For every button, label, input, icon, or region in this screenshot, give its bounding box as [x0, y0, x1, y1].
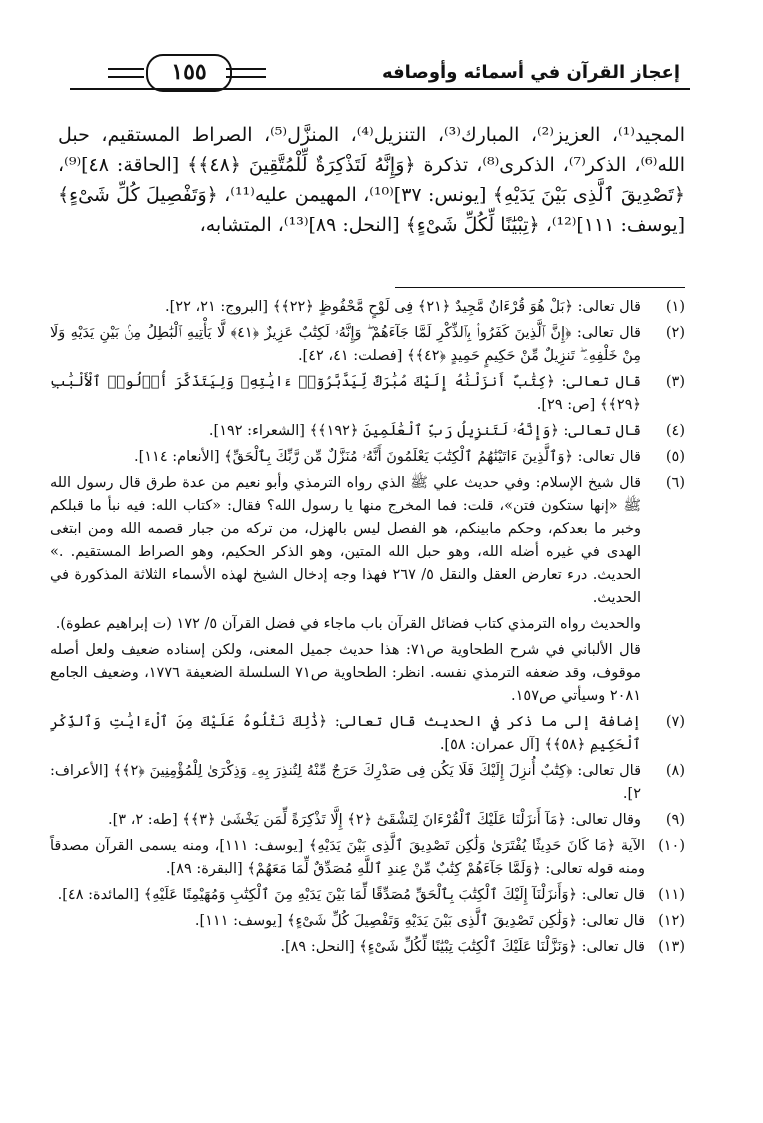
page-number-ornament [108, 50, 258, 90]
footnote [50, 371, 685, 417]
footnote [50, 446, 685, 469]
header-rule [70, 88, 690, 90]
main-text [58, 120, 685, 240]
footnote-number: (١١) [658, 887, 685, 903]
footnote-number: (١) [665, 299, 685, 315]
footnote-continuation: قال الألباني في شرح الطحاوية ص٧١: هذا حديث جميل المعنى، ولكن إسناده ضعيف ولعل أصله موقوف، وقد ضعفه الترمذي نفسه. انظر: الطحاوية ص٧١ السلسلة الضعيفة ١٧٧٦، وضعيف الجامع ٢٠٨١ وسيأتي ص١٥٧. [50, 642, 641, 704]
footnotes [50, 296, 685, 962]
footnote [50, 835, 685, 881]
page-number: ١٥٥ [146, 54, 232, 92]
footnote-text: قال تعالى: ﴿وَلَٰكِن تَصْدِيقَ ٱلَّذِى بَيْنَ يَدَيْهِ وَتَفْصِيلَ كُلِّ شَىْءٍ﴾ [يوسف: ١١١]. [194, 913, 645, 929]
page-header [70, 48, 680, 108]
footnote [50, 420, 685, 443]
footnote-text: إضافة إلى ما ذكر في الحديث قال تعالى: ﴿ذَٰلِكَ نَتْلُوهُ عَلَيْكَ مِنَ ٱلْءَايَٰتِ وَٱلذِّكْرِ ٱلْحَكِيمِ ﴿٥٨﴾﴾ [آل عمران: ٥٨]. [50, 714, 641, 753]
footnote [50, 809, 685, 832]
footnote [50, 910, 685, 933]
footnote-continuation: والحديث رواه الترمذي كتاب فضائل القرآن باب ماجاء في فضل القرآن ٥/ ١٧٢ (ت إبراهيم عطوة). [55, 616, 641, 632]
footnote-number: (٩) [665, 812, 685, 828]
footnote-number: (١٣) [658, 939, 685, 955]
footnote-number: (٧) [665, 714, 685, 730]
footnote-number: (٥) [665, 449, 685, 465]
footnote-number: (٦) [665, 475, 685, 491]
footnote-text: الآية ﴿مَا كَانَ حَدِيثًا يُفْتَرَىٰ وَلَٰكِن تَصْدِيقَ ٱلَّذِى بَيْنَ يَدَيْهِ﴾ [يوسف: ١١١]، ومنه يسمى القرآن مصدقاً ومنه قوله تعالى: ﴿وَلَمَّا جَآءَهُمْ كِتَٰبٌ مِّنْ عِندِ ٱللَّهِ مُصَدِّقٌ لِّمَا مَعَهُمْ﴾ [البقرة: ٨٩]. [50, 838, 645, 877]
footnote [50, 296, 685, 319]
footnote-text: قال تعالى: ﴿إِنَّ ٱلَّذِينَ كَفَرُوا۟ بِٱلذِّكْرِ لَمَّا جَآءَهُمْ ۖ وَإِنَّهُۥ لَكِتَٰبٌ عَزِيزٌ ﴿٤١﴾ لَّا يَأْتِيهِ ٱلْبَٰطِلُ مِنۢ بَيْنِ يَدَيْهِ وَلَا مِنْ خَلْفِهِۦ ۖ تَنزِيلٌ مِّنْ حَكِيمٍ حَمِيدٍ ﴿٤٢﴾﴾ [فصلت: ٤١، ٤٢]. [50, 325, 641, 364]
footnote [50, 760, 685, 806]
footnote [50, 884, 685, 907]
footnote [50, 472, 685, 610]
footnote-number: (٢) [665, 325, 685, 341]
footnote-number: (١٠) [658, 838, 685, 854]
footnote-separator [395, 287, 685, 288]
ornament-lines-left [108, 68, 144, 78]
footnote-text: قال شيخ الإسلام: وفي حديث علي ﷺ الذي رواه الترمذي وأبو نعيم من عدة طرق قال رسول الله ﷺ «إنها ستكون فتن»، قلت: فما المخرج منها يا رسول الله؟ فقال: «كتاب الله: فيه نبأ ما قبلكم وخبر ما بعدكم، وحكم مابينكم، هو الفصل ليس بالهزل، من تركه من جبار قصمه الله ومن ابتغى الهدى في غيره أضله الله، وهو حبل الله المتين، وهو الذكر الحكيم، وهو الصراط المستقيم. .» الحديث. درء تعارض العقل والنقل ٥/ ٢٦٧ فهذا وجه إدخال الشيخ لهذه الأسماء الثلاثة المذكورة في الحديث. [50, 475, 641, 606]
footnote-number: (١٢) [658, 913, 685, 929]
footnote [50, 322, 685, 368]
footnote-text: قال تعالى: ﴿وَأَنزَلْنَآ إِلَيْكَ ٱلْكِتَٰبَ بِٱلْحَقِّ مُصَدِّقًا لِّمَا بَيْنَ يَدَيْهِ مِنَ ٱلْكِتَٰبِ وَمُهَيْمِنًا عَلَيْهِ﴾ [المائدة: ٤٨]. [57, 887, 645, 903]
footnote-text: قال تعالى: ﴿كِتَٰبٌ أَنزَلْنَٰهُ إِلَيْكَ مُبَٰرَكٌ لِّيَدَّبَّرُوٓا۟ ءَايَٰتِهِۦ وَلِيَتَذَكَّرَ أُو۟لُوا۟ ٱلْأَلْبَٰبِ ﴿٢٩﴾﴾ [ص: ٢٩]. [50, 374, 641, 413]
footnote-text: قال تعالى: ﴿وَإِنَّهُۥ لَتَنزِيلُ رَبِّ ٱلْعَٰلَمِينَ ﴿١٩٢﴾﴾ [الشعراء: ١٩٢]. [208, 423, 641, 439]
footnote-text: قال تعالى: ﴿كِتَٰبٌ أُنزِلَ إِلَيْكَ فَلَا يَكُن فِى صَدْرِكَ حَرَجٌ مِّنْهُ لِتُنذِرَ بِهِۦ وَذِكْرَىٰ لِلْمُؤْمِنِينَ ﴿٢﴾﴾ [الأعراف: ٢]. [50, 763, 642, 802]
footnote-number: (٨) [665, 763, 685, 779]
footnote-text: قال تعالى: ﴿بَلْ هُوَ قُرْءَانٌ مَّجِيدٌ ﴿٢١﴾ فِى لَوْحٍ مَّحْفُوظٍ ﴿٢٢﴾﴾ [البروج: ٢١، ٢٢]. [165, 299, 641, 315]
footnote-number: (٤) [665, 423, 685, 439]
footnote [50, 711, 685, 757]
footnote-text: قال تعالى: ﴿وَنَزَّلْنَا عَلَيْكَ ٱلْكِتَٰبَ تِبْيَٰنًا لِّكُلِّ شَىْءٍ﴾ [النحل: ٨٩]. [280, 939, 645, 955]
footnote-text: وقال تعالى: ﴿مَآ أَنزَلْنَا عَلَيْكَ ٱلْقُرْءَانَ لِتَشْقَىٰٓ ﴿٢﴾ إِلَّا تَذْكِرَةً لِّمَن يَخْشَىٰ ﴿٣﴾﴾ [طه: ٢، ٣]. [108, 812, 641, 828]
book-title: إعجاز القرآن في أسمائه وأوصافه [381, 62, 680, 83]
main-paragraph: المجيد⁽¹⁾، العزيز⁽²⁾، المبارك⁽³⁾، التنزيل⁽⁴⁾، المنزَّل⁽⁵⁾، الصراط المستقيم، حبل الله⁽⁶⁾، الذكر⁽⁷⁾، الذكرى⁽⁸⁾، تذكرة ﴿وَإِنَّهُ لَتَذْكِرَةٌ لِّلْمُتَّقِينَ ﴿٤٨﴾﴾ [الحاقة: ٤٨]⁽⁹⁾، ﴿تَصْدِيقَ ٱلَّذِى بَيْنَ يَدَيْهِ﴾ [يونس: ٣٧]⁽¹⁰⁾، المهيمن عليه⁽¹¹⁾، ﴿وَتَفْصِيلَ كُلِّ شَىْءٍ﴾ [يوسف: ١١١]⁽¹²⁾، ﴿تِبْيَٰنًا لِّكُلِّ شَىْءٍ﴾ [النحل: ٨٩]⁽¹³⁾، المتشابه، [58, 124, 685, 236]
footnote-number: (٣) [665, 374, 685, 390]
footnote [50, 936, 685, 959]
footnote-text: قال تعالى: ﴿وَٱلَّذِينَ ءَاتَيْنَٰهُمُ ٱلْكِتَٰبَ يَعْلَمُونَ أَنَّهُۥ مُنَزَّلٌ مِّن رَّبِّكَ بِٱلْحَقِّ﴾ [الأنعام: ١١٤]. [133, 449, 641, 465]
ornament-lines-right [226, 68, 266, 78]
